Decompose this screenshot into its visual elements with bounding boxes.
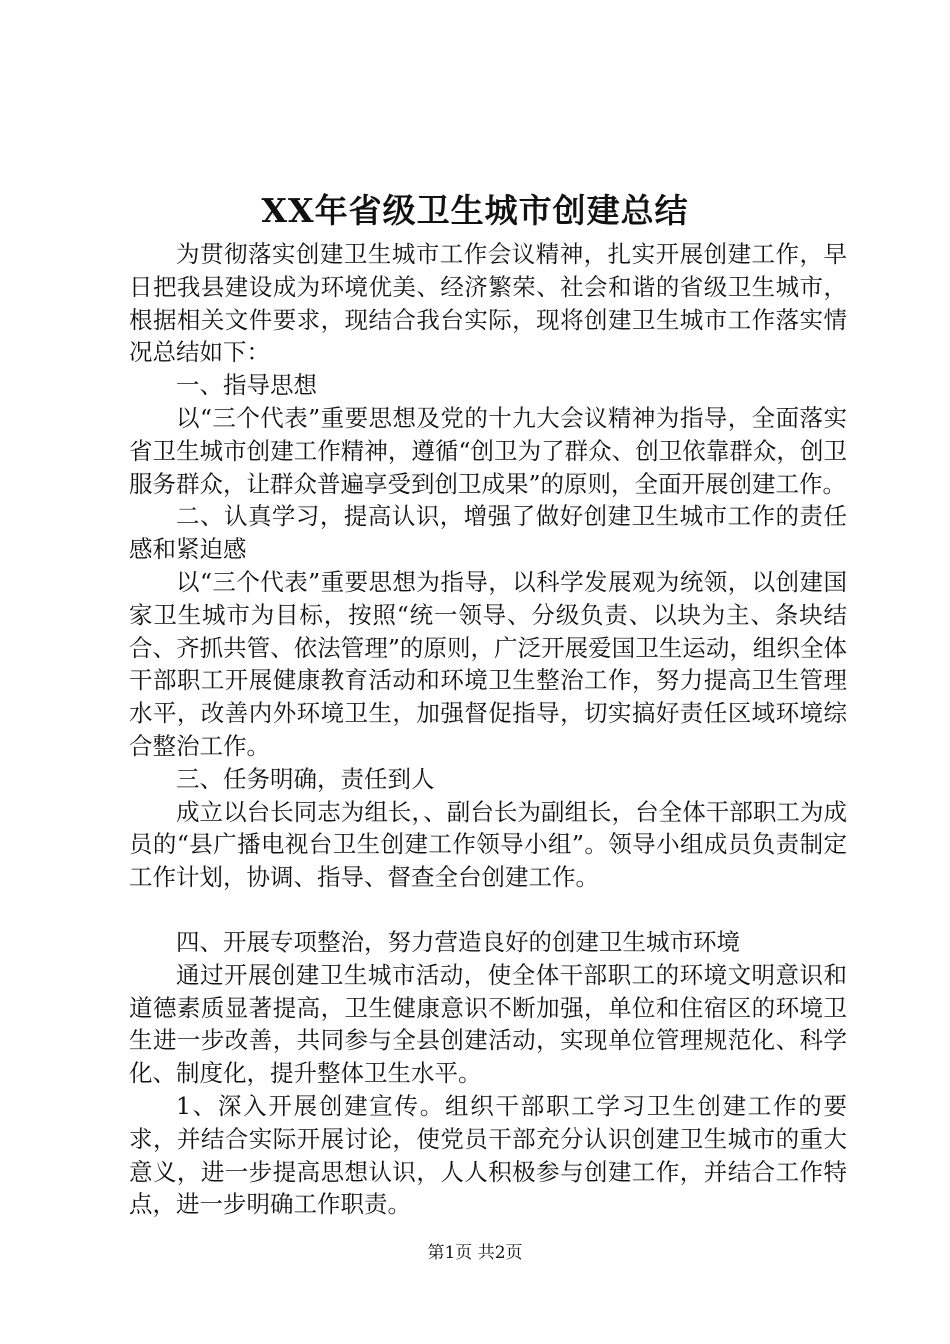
section-4-paragraph: 通过开展创建卫生城市活动，使全体干部职工的环境文明意识和道德素质显著提高，卫生健康意识不断加强，单位和住宿区的环境卫生进一步改善，共同参与全县创建活动，实现单位管理规范化、科学化、制度化，提升整体卫生水平。 — [129, 960, 847, 1088]
section-heading-4: 四、开展专项整治，努力营造良好的创建卫生城市环境 — [176, 927, 740, 956]
section-1-paragraph: 以“三个代表”重要思想及党的十九大会议精神为指导，全面落实省卫生城市创建工作精神，遵循“创卫为了群众、创卫依靠群众，创卫服务群众，让群众普遍享受到创卫成果”的原则，全面开展创建工作。 — [129, 403, 847, 498]
section-4-item-1: 1、深入开展创建宣传。组织干部职工学习卫生创建工作的要求，并结合实际开展讨论，使党员干部充分认识创建卫生城市的重大意义，进一步提高思想认识，人人积极参与创建工作，并结合工作特点，进一步明确工作职责。 — [129, 1091, 847, 1219]
page-number-footer: 第1页 共2页 — [427, 1243, 523, 1263]
section-heading-3: 三、任务明确，责任到人 — [176, 764, 435, 793]
section-heading-2: 二、认真学习，提高认识，增强了做好创建卫生城市工作的责任感和紧迫感 — [129, 502, 847, 564]
document-body — [129, 238, 847, 1221]
section-3-paragraph: 成立以台长同志为组长，、副台长为副组长，台全体干部职工为成员的“县广播电视台卫生创建工作领导小组”。领导小组成员负责制定工作计划，协调、指导、督查全台创建工作。 — [129, 797, 847, 892]
document-title: XX年省级卫生城市创建总结 — [261, 191, 689, 230]
section-heading-1: 一、指导思想 — [176, 371, 317, 400]
intro-paragraph: 为贯彻落实创建卫生城市工作会议精神，扎实开展创建工作，早日把我县建设成为环境优美、经济繁荣、社会和谐的省级卫生城市，根据相关文件要求，现结合我台实际，现将创建卫生城市工作落实情况总结如下： — [129, 240, 847, 367]
section-2-paragraph: 以“三个代表”重要思想为指导，以科学发展观为统领，以创建国家卫生城市为目标，按照“统一领导、分级负责、以块为主、条块结合、齐抓共管、依法管理”的原则，广泛开展爱国卫生运动，组织全体干部职工开展健康教育活动和环境卫生整治工作，努力提高卫生管理水平，改善内外环境卫生，加强督促指导，切实搞好责任区域环境综合整治工作。 — [129, 567, 847, 760]
